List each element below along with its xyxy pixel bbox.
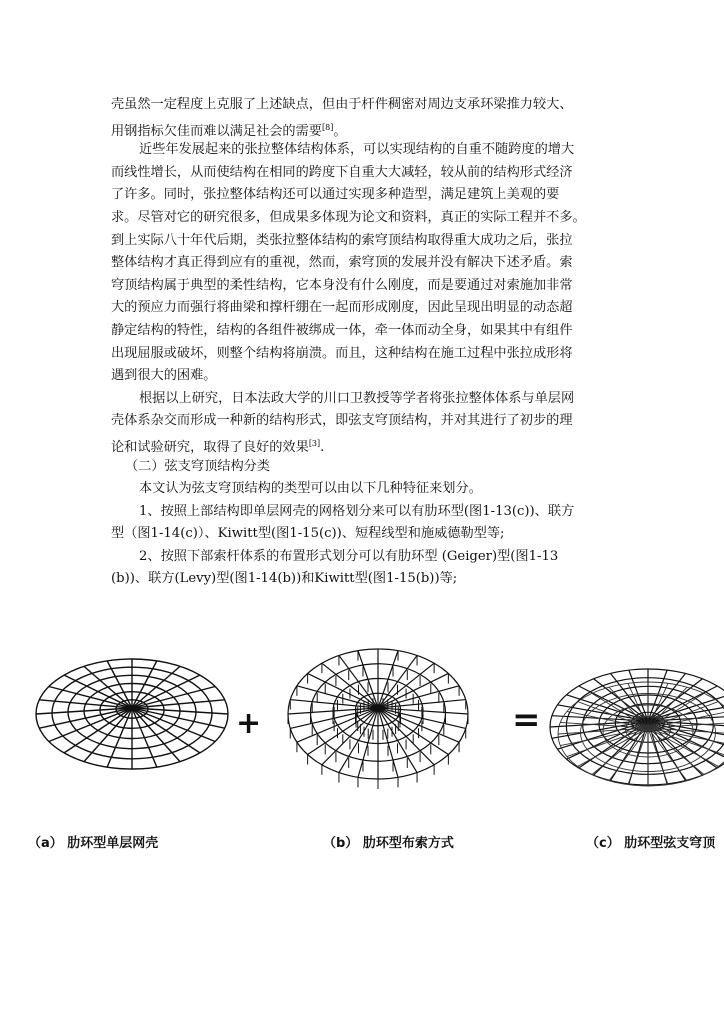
text-line: 穹顶结构属于典型的柔性结构，它本身没有什么刚度，而是要通过对索施加非常 bbox=[111, 277, 573, 293]
plus-operator: + bbox=[236, 706, 262, 741]
text-line: 出现屈服或破坏，则整个结构将崩溃。而且，这种结构在施工过程中张拉成形将 bbox=[111, 345, 573, 361]
text-line: 整体结构才真正得到应有的重视，然而，索穹顶的发展并没有解决下述矛盾。索 bbox=[111, 255, 573, 271]
text-span: 论和试验研究，取得了良好的效果 bbox=[111, 439, 309, 455]
text-line: 大的预应力而强行将曲梁和撑杆绷在一起而形成刚度，因此呈现出明显的动态超 bbox=[111, 300, 573, 316]
body-text bbox=[111, 94, 617, 591]
caption-b: （b） 肋环型布索方式 bbox=[323, 836, 454, 851]
figure-a bbox=[30, 642, 235, 792]
text-line: 壳体系杂交而形成一种新的结构形式，即弦支穹顶结构，并对其进行了初步的理 bbox=[111, 413, 573, 429]
text-span: 用钢指标欠佳而难以满足社会的需要 bbox=[111, 123, 322, 139]
suspen-dome-rib bbox=[648, 673, 686, 721]
citation-ref: [8] bbox=[322, 122, 334, 132]
text-line: 静定结构的特性，结构的各组件被绑成一体，牵一体而动全身，如果其中有组件 bbox=[111, 322, 573, 338]
text-line: 近些年发展起来的张拉整体结构体系，可以实现结构的自重不随跨度的增大 bbox=[139, 142, 575, 158]
ribbed-cable-layout-diagram bbox=[278, 632, 478, 802]
text-line: 壳虽然一定程度上克服了上述缺点，但由于杆件稠密对周边支承环梁推力较大、 bbox=[111, 97, 573, 112]
text-line: 到上实际八十年代后期，类张拉整体结构的索穹顶结构取得重大成功之后，张拉 bbox=[111, 232, 573, 248]
equals-operator: = bbox=[512, 700, 541, 740]
text-line: 根据以上研究，日本法政大学的川口卫教授等学者将张拉整体体系与单层网 bbox=[139, 390, 575, 406]
text-line: 求。尽管对它的研究很多，但成果多体现为论文和资料，真正的实际工程并不多。 bbox=[111, 209, 586, 225]
text-line: 型（图1-14(c)）、Kiwitt型(图1-15(c))、短程线型和施威德勒型等; bbox=[111, 526, 505, 542]
text-line: 2、按照下部索杆体系的布置形式划分可以有肋环型 (Geiger)型(图1-13 bbox=[139, 548, 559, 564]
caption-c: （c） 肋环型弦支穹顶 bbox=[586, 836, 716, 851]
caption-a: （a） 肋环型单层网壳 bbox=[28, 836, 159, 851]
figure-b bbox=[278, 632, 478, 802]
ribbed-suspen-dome-diagram bbox=[548, 652, 724, 802]
suspen-dome-rib bbox=[648, 721, 717, 768]
text-span: . bbox=[320, 439, 325, 455]
text-span: 。 bbox=[333, 123, 347, 139]
figure-c bbox=[548, 652, 724, 802]
text-line bbox=[111, 117, 617, 140]
suspen-cable-rib bbox=[648, 728, 718, 766]
suspen-cable-rib bbox=[578, 728, 648, 766]
text-line: 遇到很大的困难。 bbox=[111, 368, 217, 384]
text-line: 本文认为弦支穹顶结构的类型可以由以下几种特征来划分。 bbox=[139, 481, 482, 497]
citation-ref: [3] bbox=[308, 438, 321, 448]
section-heading: （二）弦支穹顶结构分类 bbox=[125, 458, 271, 474]
text-line: (b))、联方(Levy)型(图1-14(b))和Kiwitt型(图1-15(b))等; bbox=[111, 571, 458, 587]
ribbed-single-layer-shell-diagram bbox=[30, 642, 235, 792]
text-line: 了许多。同时，张拉整体结构还可以通过实现多种造型，满足建筑上美观的要 bbox=[111, 187, 560, 203]
text-line: 1、按照上部结构即单层网壳的网格划分来可以有肋环型(图1-13(c))、联方 bbox=[139, 503, 575, 519]
cable-rib bbox=[378, 700, 466, 708]
cable-rib bbox=[308, 708, 378, 755]
text-line: 而线性增长，从而使结构在相同的跨度下自重大大减轻，较从前的结构形式经济 bbox=[111, 164, 573, 180]
text-line bbox=[111, 433, 617, 456]
cable-rib bbox=[290, 700, 378, 708]
suspen-dome-rib bbox=[579, 721, 648, 768]
suspen-dome-rib bbox=[610, 673, 648, 721]
cable-rib bbox=[378, 708, 448, 755]
